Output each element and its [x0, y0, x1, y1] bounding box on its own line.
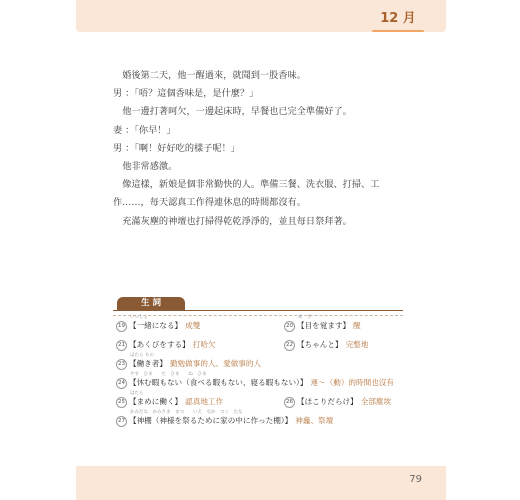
- vocab-item: [116, 372, 394, 389]
- vocab-ruby: やす ひま た ひま ね ひま: [130, 372, 207, 377]
- vocab-term: 【ほこりだらけ】: [297, 397, 358, 406]
- story-line: 男 ：「唔？這個香味是，是什麼？」: [113, 88, 259, 100]
- vocab-meaning: 連～（動）的時間也沒有: [310, 378, 394, 387]
- story-text: [113, 67, 413, 231]
- vocab-number: 21: [116, 340, 127, 351]
- vocab-rule: [113, 310, 403, 312]
- vocab-item: [284, 339, 368, 351]
- vocab-number: 20: [284, 321, 295, 332]
- vocab-number: 25: [116, 397, 127, 408]
- vocab-term: 【まめに働く】: [129, 397, 183, 406]
- vocab-item: [116, 353, 262, 370]
- vocab-term: 【働き者】: [129, 359, 167, 368]
- vocab-meaning: 勤勉做事的人、愛做事的人: [169, 359, 262, 368]
- vocab-term: 【一緒になる】: [129, 321, 183, 330]
- page-number: 79: [409, 474, 422, 485]
- footer-band: [76, 466, 446, 500]
- story-line: 充滿灰塵的神壇也打掃得乾乾淨淨的，並且每日祭拜著。: [122, 215, 352, 227]
- vocab-ruby: はたら もの: [130, 353, 154, 358]
- vocab-meaning: 成雙: [185, 321, 201, 330]
- month-label: [368, 8, 428, 30]
- story-line: 男 ：「啊！好好吃的樣子呢！」: [113, 142, 240, 154]
- vocab-term: 【神棚（神様を祭るために家の中に作った棚）】: [129, 416, 293, 425]
- vocab-term: 【休む暇もない（食べる暇もない、寝る暇もない）】: [129, 378, 308, 387]
- vocab-meaning: 完整地: [345, 340, 369, 349]
- vocab-number: 26: [284, 397, 295, 408]
- story-line: 他非常感激。: [122, 161, 178, 173]
- vocab-item: [116, 339, 216, 351]
- vocab-item: [284, 315, 361, 332]
- vocab-term: 【あくびをする】: [129, 340, 190, 349]
- vocab-number: 23: [116, 359, 127, 370]
- story-line: 他一邊打著呵欠，一邊起床時，早餐也已完全準備好了。: [122, 106, 352, 118]
- vocab-header: [113, 297, 403, 311]
- story-line: 婚後第二天，他一醒過來，就聞到一股香味。: [122, 70, 306, 81]
- vocab-meaning: 認真地工作: [185, 397, 224, 406]
- vocab-item: [116, 410, 334, 427]
- vocab-item: [116, 315, 201, 332]
- vocab-ruby: はたら: [130, 391, 144, 396]
- month-text: 12 月: [380, 11, 416, 26]
- vocab-ruby: め さ: [298, 315, 312, 320]
- vocab-number: 27: [116, 416, 127, 427]
- vocab-number: 24: [116, 378, 127, 389]
- story-line: 妻 ：「你早！」: [113, 124, 176, 136]
- vocab-divider: [113, 315, 403, 316]
- story-line: 像這樣，新娘是個非常勤快的人。準備三餐、洗衣服、打掃、工作……，每天認真工作得連休息的時間都沒有。: [113, 179, 380, 209]
- vocab-item: [116, 391, 224, 408]
- vocab-meaning: 神龕、祭壇: [295, 416, 334, 425]
- vocab-title: 生 詞: [117, 297, 185, 310]
- vocab-term: 【目を覚ます】: [297, 321, 351, 330]
- vocab-ruby: いっしょ: [130, 315, 148, 320]
- vocab-meaning: 醒: [353, 321, 361, 330]
- vocab-term: 【ちゃんと】: [297, 340, 343, 349]
- vocab-number: 19: [116, 321, 127, 332]
- month-underline: [372, 30, 424, 32]
- vocab-meaning: 打哈欠: [192, 340, 216, 349]
- vocab-number: 22: [284, 340, 295, 351]
- vocab-meaning: 全部塵埃: [360, 397, 392, 406]
- vocab-ruby: かみだな かみさま まつ いえ なか つく たな: [130, 410, 243, 415]
- vocab-item: [284, 396, 391, 408]
